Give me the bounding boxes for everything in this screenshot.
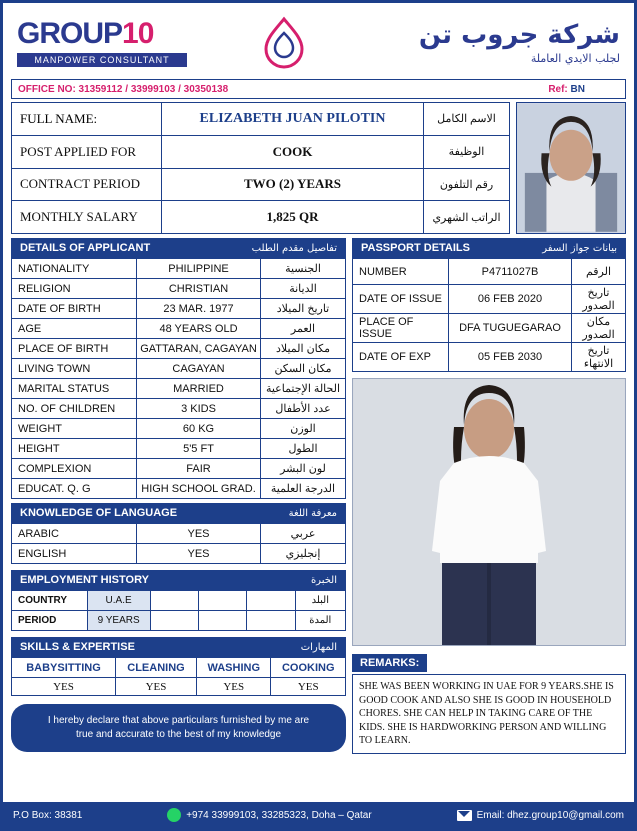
main-columns [11,238,626,754]
email-text[interactable]: Email: dhez.group10@gmail.com [476,809,625,821]
table-row [12,611,346,631]
applicant-value-7: 3 KIDS [137,399,261,419]
skill-header-1: CLEANING [115,658,196,678]
table-row [12,379,346,399]
employment-blank-0c [247,591,295,611]
passport-arabic-0: الرقم [572,259,626,285]
section-header-applicant [11,238,346,258]
whatsapp-icon [167,808,181,822]
passport-arabic-3: تاريخ الانتهاء [572,343,626,372]
language-label-1: ENGLISH [12,544,137,564]
table-row [12,259,346,279]
applicant-value-1: CHRISTIAN [137,279,261,299]
passport-label-1: DATE OF ISSUE [353,285,449,314]
applicant-arabic-2: تاريخ الميلاد [261,299,346,319]
applicant-arabic-11: الدرجة العلمية [261,479,346,499]
skills-table [11,657,346,696]
ref-label: Ref: [548,83,568,95]
skill-header-3: COOKING [271,658,346,678]
table-row [12,591,346,611]
applicant-section-arabic: تفاصيل مقدم الطلب [251,242,337,254]
employment-blank-0b [198,591,246,611]
declaration-box [11,704,346,752]
applicant-label-3: AGE [12,319,137,339]
declaration-line-2: true and accurate to the best of my knowledge [75,729,282,740]
applicant-label-7: NO. OF CHILDREN [12,399,137,419]
employment-blank-1b [198,611,246,631]
post-applied-value: COOK [162,135,424,168]
passport-label-2: PLACE OF ISSUE [353,314,449,343]
applicant-arabic-7: عدد الأطفال [261,399,346,419]
office-number: OFFICE NO: 31359112 / 33999103 / 30350138 [18,83,229,95]
ref-value: BN [570,83,585,95]
company-logo [17,19,217,67]
logo-subtitle: MANPOWER CONSULTANT [17,53,187,67]
phone-text: +974 33999103, 33285323, Doha – Qatar [186,809,372,821]
applicant-value-10: FAIR [137,459,261,479]
applicant-value-0: PHILIPPINE [137,259,261,279]
passport-photo [516,102,626,234]
left-column [11,238,346,754]
arabic-company-title [350,21,620,65]
employment-section-arabic: الخبرة [310,574,337,586]
language-section-arabic: معرفة اللغة [288,507,337,519]
language-value-0: YES [137,524,261,544]
document-footer [3,802,634,828]
employment-section-title: EMPLOYMENT HISTORY [20,574,149,586]
table-row [12,339,346,359]
table-row [12,399,346,419]
employment-label-0: COUNTRY [12,591,88,611]
language-label-0: ARABIC [12,524,137,544]
skill-value-1: YES [115,678,196,696]
contract-period-label: CONTRACT PERIOD [12,168,162,201]
full-name-value: ELIZABETH JUAN PILOTIN [162,103,424,136]
passport-label-0: NUMBER [353,259,449,285]
applicant-label-5: LIVING TOWN [12,359,137,379]
logo-number: 10 [122,17,154,50]
table-row [12,544,346,564]
language-arabic-0: عربي [261,524,346,544]
language-section-title: KNOWLEDGE OF LANGUAGE [20,507,178,519]
section-header-skills [11,637,346,657]
applicant-label-10: COMPLEXION [12,459,137,479]
applicant-arabic-9: الطول [261,439,346,459]
skills-section-title: SKILLS & EXPERTISE [20,641,135,653]
skill-value-2: YES [197,678,271,696]
table-row [12,678,346,696]
applicant-value-9: 5'5 FT [137,439,261,459]
passport-arabic-1: تاريخ الصدور [572,285,626,314]
passport-value-0: P4711027B [449,259,572,285]
applicant-label-1: RELIGION [12,279,137,299]
skill-header-2: WASHING [197,658,271,678]
applicant-arabic-1: الديانة [261,279,346,299]
employment-arabic-1: المدة [295,611,345,631]
language-arabic-1: إنجليزي [261,544,346,564]
applicant-details-table [11,258,346,499]
passport-section-title: PASSPORT DETAILS [361,242,470,254]
passport-section-arabic: بيانات جواز السفر [542,242,617,254]
table-row [12,279,346,299]
section-header-passport [352,238,626,258]
applicant-arabic-8: الوزن [261,419,346,439]
applicant-value-4: GATTARAN, CAGAYAN [137,339,261,359]
applicant-arabic-0: الجنسية [261,259,346,279]
phone-contact [167,808,371,822]
document-header [11,9,626,77]
table-row [12,168,510,201]
logo-text: GROUP [17,17,123,50]
table-row [12,439,346,459]
top-info-table [11,102,510,234]
applicant-value-5: CAGAYAN [137,359,261,379]
passport-label-3: DATE OF EXP [353,343,449,372]
language-table [11,523,346,564]
section-header-language [11,503,346,523]
skills-section-arabic: المهارات [300,641,337,653]
skill-value-0: YES [12,678,116,696]
passport-details-table [352,258,626,372]
applicant-arabic-6: الحالة الإجتماعية [261,379,346,399]
applicant-label-8: WEIGHT [12,419,137,439]
applicant-arabic-3: العمر [261,319,346,339]
declaration-line-1: I hereby declare that above particulars furnished by me are [47,715,310,726]
table-row [12,419,346,439]
envelope-icon [457,810,472,821]
monthly-salary-arabic: الراتب الشهري [424,201,510,234]
passport-arabic-2: مكان الصدور [572,314,626,343]
full-name-label: FULL NAME: [12,103,162,136]
table-row [353,259,626,285]
employment-blank-1a [150,611,198,631]
contract-period-arabic: رقم التلفون [424,168,510,201]
applicant-section-title: DETAILS OF APPLICANT [20,242,151,254]
applicant-label-6: MARITAL STATUS [12,379,137,399]
table-row [353,314,626,343]
passport-value-3: 05 FEB 2030 [449,343,572,372]
post-applied-arabic: الوظيفة [424,135,510,168]
skill-value-3: YES [271,678,346,696]
passport-value-1: 06 FEB 2020 [449,285,572,314]
office-bar [11,79,626,99]
table-row [12,459,346,479]
table-row [12,319,346,339]
top-info-area [11,102,626,234]
monthly-salary-label: MONTHLY SALARY [12,201,162,234]
table-row [12,524,346,544]
contract-period-value: TWO (2) YEARS [162,168,424,201]
table-row [353,285,626,314]
employment-label-1: PERIOD [12,611,88,631]
applicant-value-3: 48 YEARS OLD [137,319,261,339]
applicant-value-8: 60 KG [137,419,261,439]
table-row [12,479,346,499]
po-box-text: P.O Box: 38381 [13,809,83,821]
applicant-arabic-5: مكان السكن [261,359,346,379]
applicant-label-4: PLACE OF BIRTH [12,339,137,359]
full-body-photo [352,378,626,646]
table-row [12,135,510,168]
applicant-value-11: HIGH SCHOOL GRAD. [137,479,261,499]
right-column [352,238,626,754]
table-row [12,359,346,379]
language-value-1: YES [137,544,261,564]
section-header-employment [11,570,346,590]
table-row [12,658,346,678]
table-row [12,201,510,234]
full-name-arabic: الاسم الكامل [424,103,510,136]
table-row [12,299,346,319]
applicant-arabic-4: مكان الميلاد [261,339,346,359]
employment-blank-1c [247,611,295,631]
email-contact[interactable] [457,810,624,821]
passport-value-2: DFA TUGUEGARAO [449,314,572,343]
po-box [13,810,82,821]
skill-header-0: BABYSITTING [12,658,116,678]
remarks-title: REMARKS: [352,654,427,672]
arabic-title-main: شركة جروب تن [418,20,620,51]
applicant-arabic-10: لون البشر [261,459,346,479]
droplet-logo-icon [249,15,319,71]
applicant-label-9: HEIGHT [12,439,137,459]
table-row [353,343,626,372]
logo-wordmark [17,19,217,49]
post-applied-label: POST APPLIED FOR [12,135,162,168]
arabic-title-sub: لجلب الايدي العاملة [530,51,620,65]
applicant-value-6: MARRIED [137,379,261,399]
applicant-label-0: NATIONALITY [12,259,137,279]
applicant-label-11: EDUCAT. Q. G [12,479,137,499]
remarks-text: SHE WAS BEEN WORKING IN UAE FOR 9 YEARS.SHE IS GOOD COOK AND ALSO SHE IS GOOD IN HOUSEHOLD CHORES. SHE CAN HELP IN TAKING CARE OF THE KIDS. SHE IS HARDWORKING PERSON AND WILLING TO LEARN. [352,674,626,754]
applicant-label-2: DATE OF BIRTH [12,299,137,319]
employment-value-1: 9 YEARS [87,611,150,631]
employment-arabic-0: البلد [295,591,345,611]
employment-value-0: U.A.E [87,591,150,611]
applicant-value-2: 23 MAR. 1977 [137,299,261,319]
monthly-salary-value: 1,825 QR [162,201,424,234]
employment-table [11,590,346,631]
reference [548,84,625,95]
employment-blank-0a [150,591,198,611]
table-row [12,103,510,136]
